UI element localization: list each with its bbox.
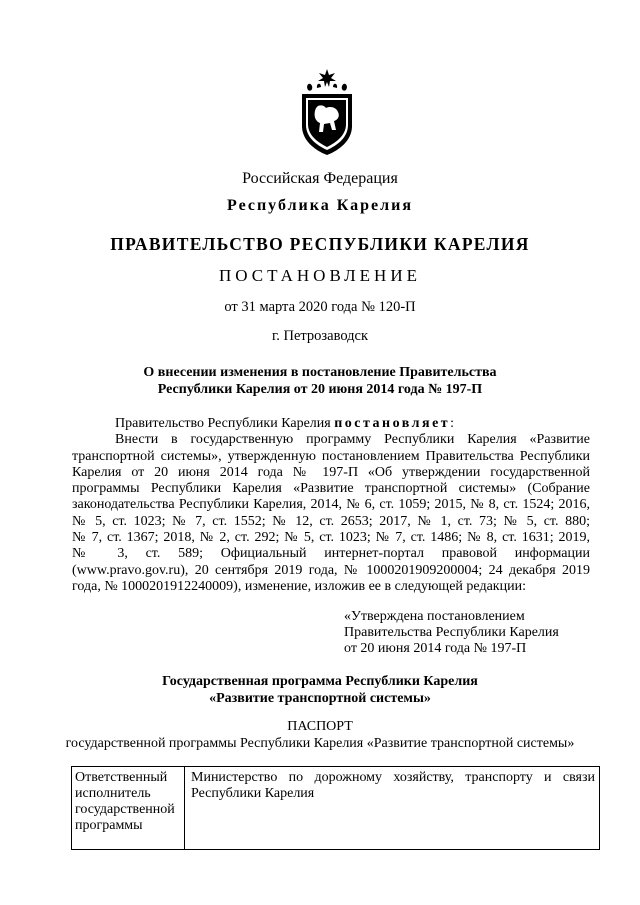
label-line: программы [75,818,143,833]
label-line: государственной [75,802,175,817]
date-number: от 31 марта 2020 года № 120-П [224,299,416,315]
label-line: исполнитель [75,786,151,801]
subject-line: Республики Карелия от 20 июня 2014 года № 197-П [157,382,483,397]
passport-title: ПАСПОРТ [287,719,353,734]
value-line: Министерство по дорожному хозяйству, транспорту и связи [191,770,595,785]
government-title: ПРАВИТЕЛЬСТВО РЕСПУБЛИКИ КАРЕЛИЯ [110,234,530,254]
body-line: (www.pravo.gov.ru), 20 сентября 2019 года, № 1000201909200004; 24 декабря 2019 [72,562,590,578]
republic-name: Республика Карелия [227,197,413,214]
karelia-coat-of-arms-icon [296,68,358,156]
decree-subject [0,364,640,398]
body-line: года, № 1000201912240009), изменение, изложив ее в следующей редакции: [72,578,526,594]
city: г. Петрозаводск [271,328,369,344]
body-line: Внести в государственную программу Республики Карелия «Развитие [115,432,590,448]
body-line: Карелия от 20 июня 2014 года № 197-П «Об утверждении государственной [72,464,590,480]
table-value-cell [191,770,595,802]
label-line: Ответственный [75,770,168,785]
opening-prefix: Правительство Республики Карелия [115,416,335,431]
passport-heading [0,718,640,752]
body-line: транспортной системы», утвержденную постановлением Правительства Республики [72,448,590,464]
approved-line: «Утверждена постановлением [344,609,525,624]
body-line: № 7, ст. 1367; 2018, № 2, ст. 292; № 5, ст. 1023; № 7, ст. 1486; № 8, ст. 1631; 2019, [72,530,590,546]
opening-line [72,416,590,432]
passport-subtitle: государственной программы Республики Карелия «Развитие транспортной системы» [65,736,575,751]
program-title [0,673,640,707]
approved-line: Правительства Республики Карелия [344,625,559,640]
subject-line: О внесении изменения в постановление Правительства [143,365,497,380]
approved-line: от 20 июня 2014 года № 197-П [344,641,527,656]
value-line: Республики Карелия [191,786,315,801]
approval-stamp-text [344,609,559,657]
body-line: законодательства Республики Карелия, 2014, № 6, ст. 1059; 2015, № 8, ст. 1524; 2016, [72,497,590,513]
program-line: Государственная программа Республики Карелия [162,674,478,689]
opening-suffix: : [450,416,455,431]
document-type: ПОСТАНОВЛЕНИЕ [218,266,421,285]
decree-body [72,416,590,595]
body-line: № 3, ст. 589; Официальный интернет-портал правовой информации [72,546,590,562]
body-line: № 5, ст. 1023; № 7, ст. 1552; № 12, ст. 2653; 2017, № 1, ст. 73; № 5, ст. 880; [72,513,590,529]
opening-verb: постановляет [334,416,451,431]
program-line: «Развитие транспортной системы» [209,691,431,706]
table-divider [184,767,185,849]
body-line: программы Республики Карелия «Развитие транспортной системы» (Собрание [72,481,590,497]
country-name: Российская Федерация [242,170,398,187]
table-label-cell [75,770,183,834]
passport-table [71,766,600,850]
